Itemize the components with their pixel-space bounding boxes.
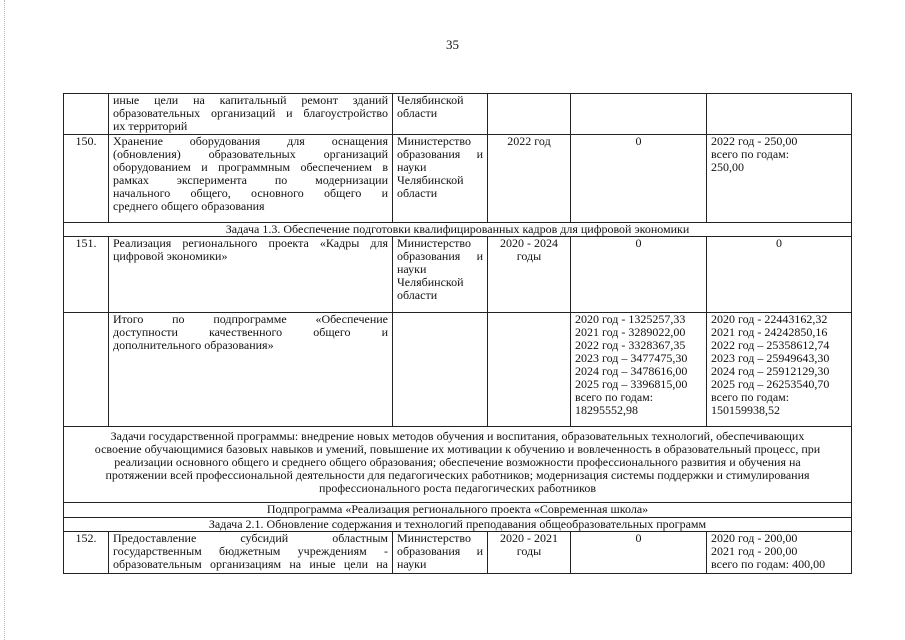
subprogram-row	[64, 503, 852, 518]
task-2-1-heading: Задача 2.1. Обновление содержания и технологий преподавания общеобразовательных программ	[64, 518, 852, 532]
measure-description: иные цели на капитальный ремонт зданий образовательных организаций и благоустройство их территорий	[109, 94, 393, 135]
measure-description: Реализация регионального проекта «Кадры для цифровой экономики»	[109, 237, 393, 313]
row-number-cell	[64, 94, 109, 135]
period-cell: 2020 - 2024 годы	[488, 237, 571, 313]
table-row-continuation	[64, 94, 852, 135]
total-cell: 2020 год - 22443162,32 2021 год - 24242850,16 2022 год – 25358612,74 2023 год – 25949643,30 2024 год – 25912129,30 2025 год – 26253540,70 всего по годам: 150159938,52	[707, 313, 852, 427]
table-row-itogo	[64, 313, 852, 427]
table-row-151	[64, 237, 852, 313]
subprogram-heading: Подпрограмма «Реализация регионального проекта «Современная школа»	[64, 503, 852, 518]
row-number-cell: 152.	[64, 532, 109, 574]
amount-cell: 0	[571, 532, 707, 574]
goals-row	[64, 427, 852, 503]
amount-cell: 0	[571, 135, 707, 223]
total-cell: 2022 год - 250,00 всего по годам: 250,00	[707, 135, 852, 223]
executor-cell: Министерство образования и науки Челябинской области	[393, 237, 488, 313]
program-goals-text: Задачи государственной программы: внедрение новых методов обучения и воспитания, образовательных технологий, обеспечивающих освоение обучающимися базовых навыков и умений, повышение их мотивации к обучению и вовлеченность в образовательный процесс, при реализации основного общего и среднего общего образования; обеспечение возможности профессионального развития и обучения на протяжении всей профессиональной деятельности для педагогических работников; модернизация системы поддержки и стимулирования профессионального роста педагогических работников	[64, 427, 852, 503]
page-edge-line	[4, 0, 5, 640]
task-heading-row	[64, 223, 852, 237]
executor-cell	[393, 313, 488, 427]
executor-cell: Министерство образования и науки Челябинской области	[393, 135, 488, 223]
row-number-cell	[64, 313, 109, 427]
table-row-150	[64, 135, 852, 223]
executor-cell: Челябинской области	[393, 94, 488, 135]
total-cell	[707, 94, 852, 135]
page-number: 35	[446, 37, 459, 52]
period-cell	[488, 313, 571, 427]
amount-cell	[571, 94, 707, 135]
row-number-cell: 150.	[64, 135, 109, 223]
total-cell: 2020 год - 200,00 2021 год - 200,00 всего по годам: 400,00	[707, 532, 852, 574]
table-row-152	[64, 532, 852, 574]
task-1-3-heading: Задача 1.3. Обеспечение подготовки квалифицированных кадров для цифровой экономики	[64, 223, 852, 237]
task-heading-row	[64, 518, 852, 532]
executor-cell: Министерство образования и науки	[393, 532, 488, 574]
total-cell: 0	[707, 237, 852, 313]
measure-description: Хранение оборудования для оснащения (обновления) образовательных организаций оборудованием и программным обеспечением в рамках эксперимента по модернизации начального общего, основного общего и среднего общего образования	[109, 135, 393, 223]
amount-cell: 2020 год - 1325257,33 2021 год - 3289022,00 2022 год - 3328367,35 2023 год – 3477475,30 2024 год – 3478616,00 2025 год – 3396815,00 всего по годам: 18295552,98	[571, 313, 707, 427]
measure-description: Предоставление субсидий областным государственным бюджетным учреждениям - образовательным организациям на иные цели на	[109, 532, 393, 574]
measure-description: Итого по подпрограмме «Обеспечение доступности качественного общего и дополнительного образования»	[109, 313, 393, 427]
period-cell: 2020 - 2021 годы	[488, 532, 571, 574]
amount-cell: 0	[571, 237, 707, 313]
period-cell: 2022 год	[488, 135, 571, 223]
program-table	[63, 93, 852, 574]
period-cell	[488, 94, 571, 135]
row-number-cell: 151.	[64, 237, 109, 313]
